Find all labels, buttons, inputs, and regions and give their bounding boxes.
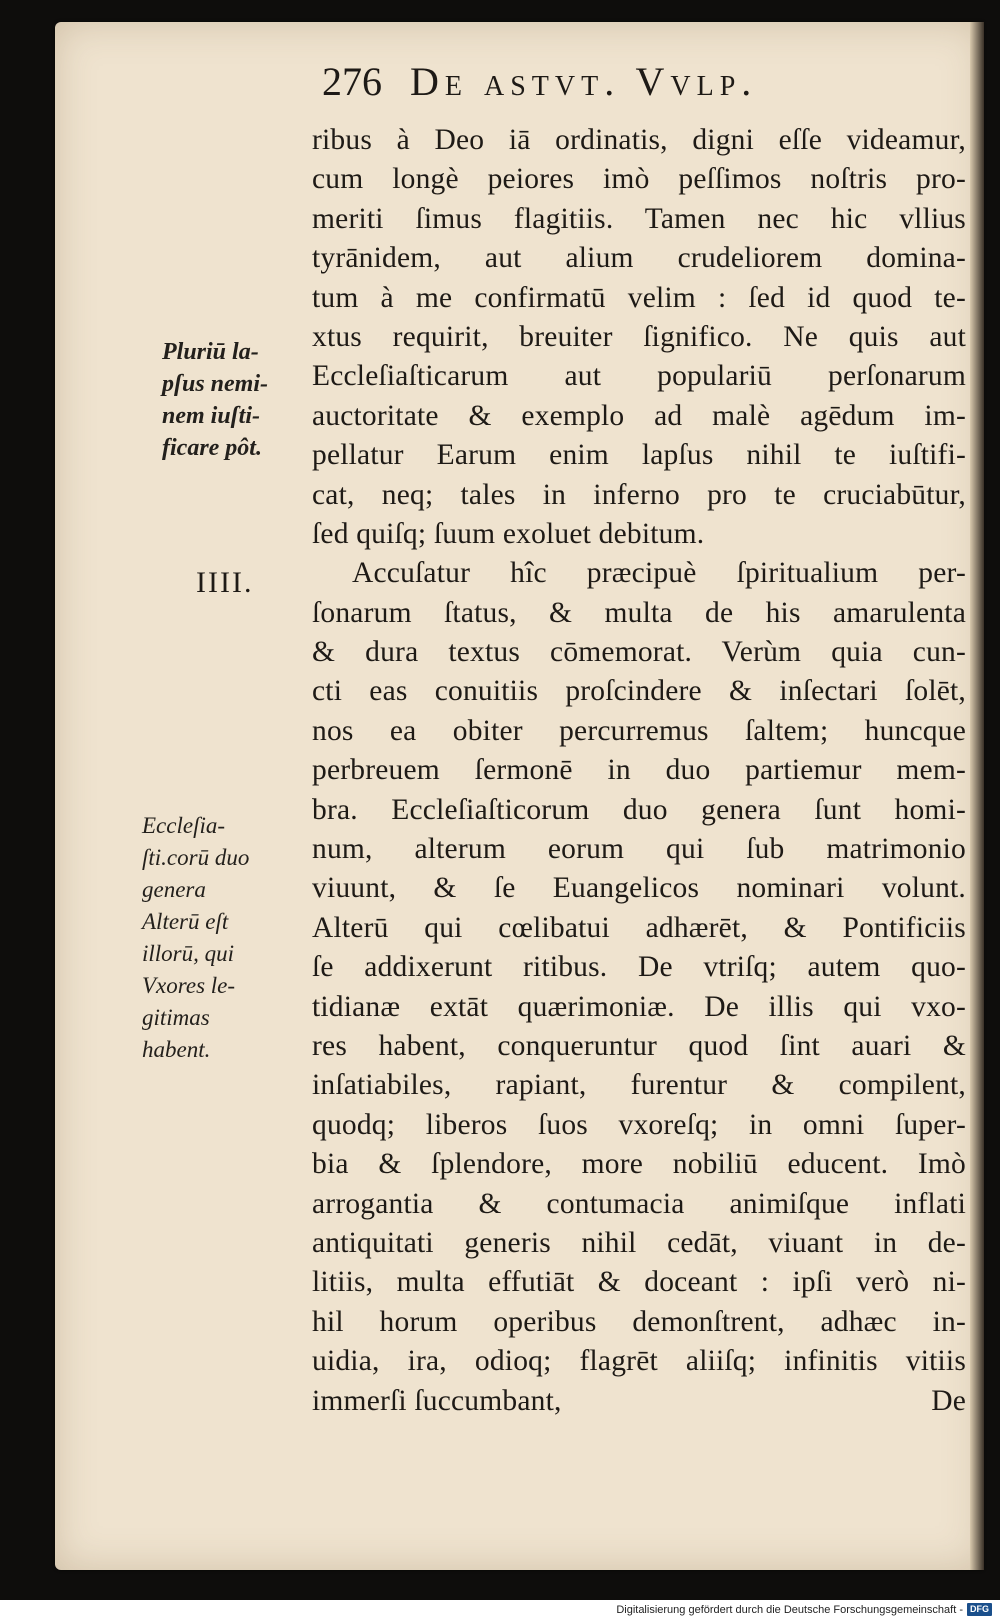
- digitization-credit: [616, 1603, 992, 1616]
- text-line: ſe addixerunt ritibus. De vtriſq; autem quo-: [312, 951, 966, 984]
- marginal-note-line: ſti.corū duo: [142, 845, 250, 870]
- marginal-note-lapsus: [162, 336, 268, 464]
- text-line: Eccleſiaſticarum aut populariū perſonarum: [312, 360, 966, 393]
- text-line: pellatur Earum enim lapſus nihil te iuſtifi-: [312, 439, 966, 472]
- marginal-note-line: habent.: [142, 1037, 211, 1062]
- dfg-logo: DFG: [967, 1603, 992, 1616]
- final-line: [312, 1382, 966, 1421]
- text-line: ſonarum ſtatus, & multa de his amarulenta: [312, 596, 966, 629]
- text-line: bia & ſplendore, more nobiliū educent. Imò: [312, 1148, 966, 1181]
- text-line: inſatiabiles, rapiant, furentur & compilent,: [312, 1069, 966, 1102]
- marginal-note-line: Pluriū la-: [162, 339, 259, 365]
- text-line: litiis, multa effutiāt & doceant : ipſi verò ni-: [312, 1266, 966, 1299]
- text-line: quodq; liberos ſuos vxoreſq; in omni ſuper-: [312, 1108, 966, 1141]
- text-line: antiquitati generis nihil cedāt, viuant in de-: [312, 1226, 966, 1259]
- text-line: ribus à Deo iā ordinatis, digni eſſe videamur,: [312, 124, 966, 156]
- marginal-note-line: Eccleſia-: [142, 813, 226, 838]
- running-title: De astvt. Vvlp.: [410, 59, 758, 104]
- page-edge-shadow: [970, 22, 984, 1570]
- body-text: [312, 121, 966, 1421]
- text-line: auctoritate & exemplo ad malè agēdum im-: [312, 399, 966, 432]
- text-line: immerſi ſuccumbant,: [312, 1384, 562, 1417]
- marginal-note-line: gitimas: [142, 1005, 210, 1030]
- page-number: 276: [322, 59, 382, 104]
- text-line: cum longè peiores imò peſſimos noſtris pro-: [312, 163, 966, 196]
- catchword: De: [931, 1384, 966, 1417]
- text-line-indented: Accuſatur hîc præcipuè ſpiritualium per-: [352, 557, 966, 590]
- marginal-note-line: Alterū eſt: [142, 909, 229, 934]
- credit-text: Digitalisierung gefördert durch die Deutsche Forschungsgemeinschaft -: [616, 1603, 963, 1616]
- text-line: & dura textus cōmemorat. Verùm quia cun-: [312, 636, 966, 669]
- marginal-note-line: pſus nemi-: [162, 371, 269, 397]
- text-line: num, alterum eorum qui ſub matrimonio: [312, 833, 966, 866]
- text-line: arrogantia & contumacia animiſque inflati: [312, 1187, 966, 1220]
- text-line: meriti ſimus flagitiis. Tamen nec hic vllius: [312, 202, 966, 235]
- text-line: nos ea obiter percurremus ſaltem; huncque: [312, 714, 966, 747]
- text-line: res habent, conqueruntur quod ſint auari &: [312, 1029, 966, 1062]
- marginal-note-ecclesiastici: [142, 810, 249, 1066]
- marginal-note-line: genera: [142, 877, 206, 902]
- text-line: tidianæ extāt quærimoniæ. De illis qui vxo-: [312, 990, 966, 1023]
- text-line: cat, neq; tales in inferno pro te cruciabūtur,: [312, 478, 966, 511]
- text-line: ſed quiſq; ſuum exoluet debitum.: [312, 517, 705, 550]
- running-head: [322, 58, 757, 108]
- marginal-note-line: illorū, qui: [142, 941, 235, 966]
- marginal-note-line: ficare pôt.: [162, 435, 262, 461]
- text-line: tyrānidem, aut alium crudeliorem domina-: [312, 242, 966, 275]
- text-line: uidia, ira, odioq; flagrēt aliiſq; infinitis vitiis: [312, 1345, 966, 1378]
- section-number: IIII.: [196, 566, 254, 599]
- text-line: Alterū qui cœlibatui adhærēt, & Pontificiis: [312, 911, 966, 944]
- text-line: hil horum operibus demonſtrent, adhæc in-: [312, 1305, 966, 1338]
- marginal-note-line: nem iuſti-: [162, 403, 261, 429]
- marginal-note-line: Vxores le-: [142, 973, 236, 998]
- text-line: cti eas conuitiis proſcindere & inſectari ſolēt,: [312, 675, 966, 708]
- text-line: bra. Eccleſiaſticorum duo genera ſunt homi-: [312, 793, 966, 826]
- text-line: xtus requirit, breuiter ſignifico. Ne quis aut: [312, 320, 966, 353]
- text-line: viuunt, & ſe Euangelicos nominari volunt.: [312, 872, 966, 905]
- text-line: perbreuem ſermonē in duo partiemur mem-: [312, 754, 966, 787]
- text-line: tum à me confirmatū velim : ſed id quod te-: [312, 281, 966, 314]
